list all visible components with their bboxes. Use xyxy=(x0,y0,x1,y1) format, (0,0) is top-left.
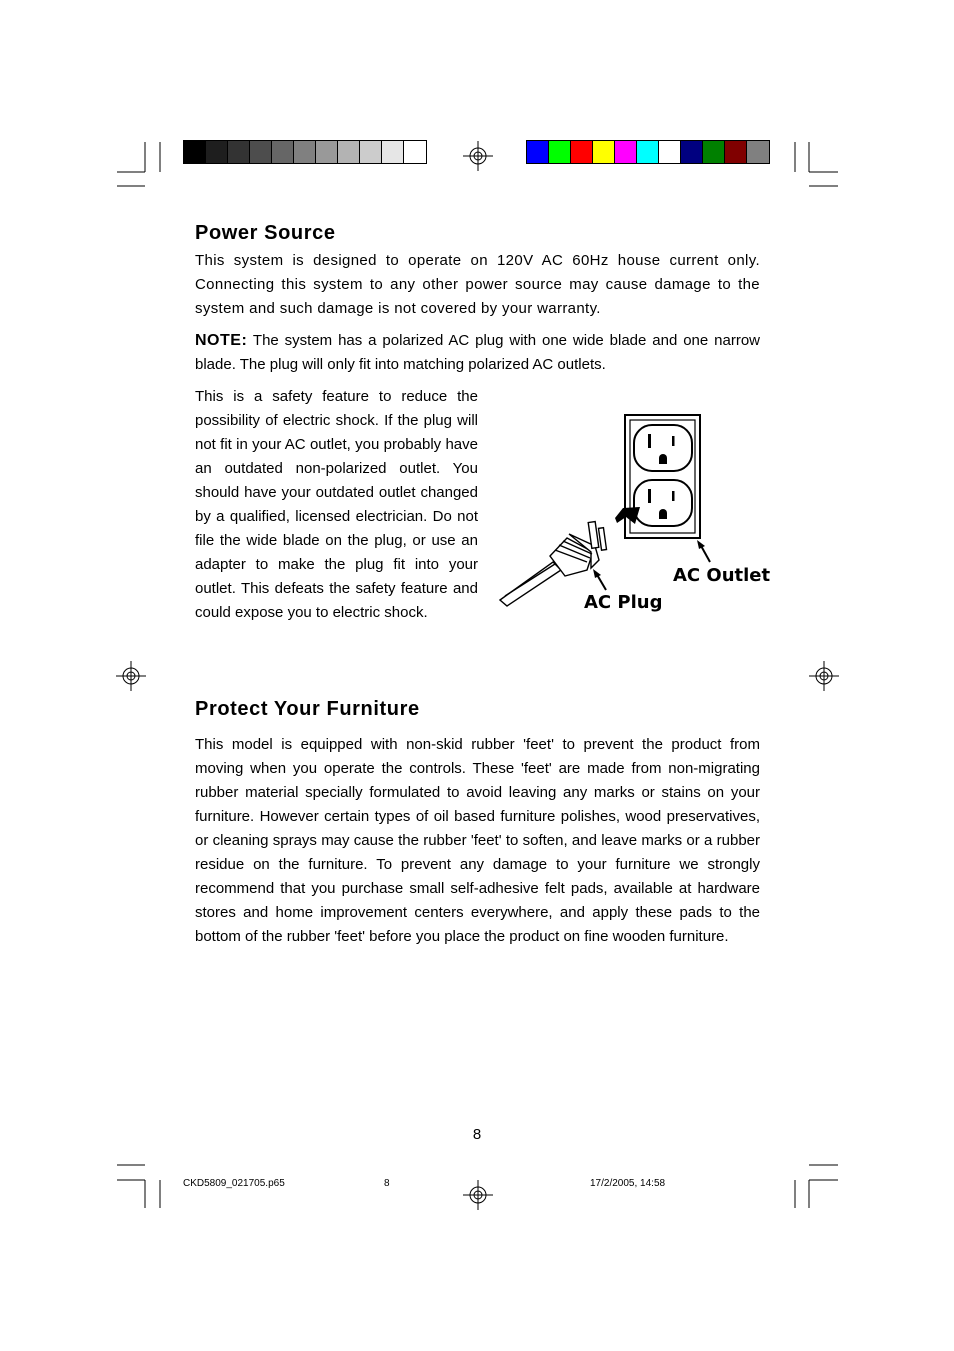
gray-swatch xyxy=(250,141,272,163)
color-swatch xyxy=(637,141,659,163)
protect-furniture-paragraph: This model is equipped with non-skid rubber 'feet' to prevent the product from moving when you operate the controls. These 'feet' are made from non-migrating rubber material specially formulated to avoid leaving any marks or stains on your furniture. However certain types of oil based furniture polishes, wood preservatives, or cleaning sprays may cause the rubber 'feet' to soften, and leave marks or a rubber residue on the furniture. To prevent any damage to your furniture we strongly recommend that you purchase small self-adhesive felt pads, available at hardware stores and home improvement centers everywhere, and apply these pads to the bottom of the rubber 'feet' before you place the product on fine wooden furniture. xyxy=(195,736,760,945)
color-swatch xyxy=(615,141,637,163)
footer-filename: CKD5809_021705.p65 xyxy=(183,1178,285,1189)
page-number: 8 xyxy=(472,1126,482,1143)
safety-paragraph: This is a safety feature to reduce the possibility of electric shock. If the plug will not fit in your AC outlet, you probably have an outdated non-polarized outlet. You should have your outdated outlet changed by a qualified, licensed electrician. Do not file the wide blade on the plug, or use an adapter to make the plug fit into your outlet. This defeats the safety feature and could expose you to electric shock. xyxy=(195,388,478,621)
color-swatch xyxy=(747,141,769,163)
gray-swatch xyxy=(228,141,250,163)
power-source-heading: Power Source xyxy=(195,222,336,244)
gray-swatch xyxy=(338,141,360,163)
registration-mark-top xyxy=(463,141,493,171)
protect-furniture-heading: Protect Your Furniture xyxy=(195,698,420,720)
color-swatch xyxy=(681,141,703,163)
note-text: The system has a polarized AC plug with one wide blade and one narrow blade. The plug will only fit into matching polarized AC outlets. xyxy=(195,332,760,373)
ac-plug-label: AC Plug xyxy=(584,592,663,613)
registration-mark-right xyxy=(809,661,839,691)
color-swatch xyxy=(593,141,615,163)
registration-mark-left xyxy=(116,661,146,691)
note-label: NOTE: xyxy=(195,332,248,349)
gray-swatch xyxy=(294,141,316,163)
gray-swatch xyxy=(404,141,426,163)
color-swatch xyxy=(659,141,681,163)
color-swatch xyxy=(549,141,571,163)
footer-page: 8 xyxy=(384,1178,390,1189)
ac-outlet-label: AC Outlet xyxy=(673,565,771,586)
color-swatch xyxy=(703,141,725,163)
color-calibration-bar xyxy=(526,140,770,164)
gray-swatch xyxy=(360,141,382,163)
gray-swatch xyxy=(272,141,294,163)
grayscale-calibration-bar xyxy=(183,140,427,164)
gray-swatch xyxy=(184,141,206,163)
color-swatch xyxy=(527,141,549,163)
color-swatch xyxy=(725,141,747,163)
color-swatch xyxy=(571,141,593,163)
note-paragraph xyxy=(195,329,760,377)
registration-mark-bottom xyxy=(463,1180,493,1210)
power-source-paragraph: This system is designed to operate on 120V AC 60Hz house current only. Connecting this system to any other power source may cause damage to the system and such damage is not covered by your warranty. xyxy=(195,252,760,317)
gray-swatch xyxy=(206,141,228,163)
gray-swatch xyxy=(316,141,338,163)
gray-swatch xyxy=(382,141,404,163)
footer-timestamp: 17/2/2005, 14:58 xyxy=(590,1178,666,1189)
